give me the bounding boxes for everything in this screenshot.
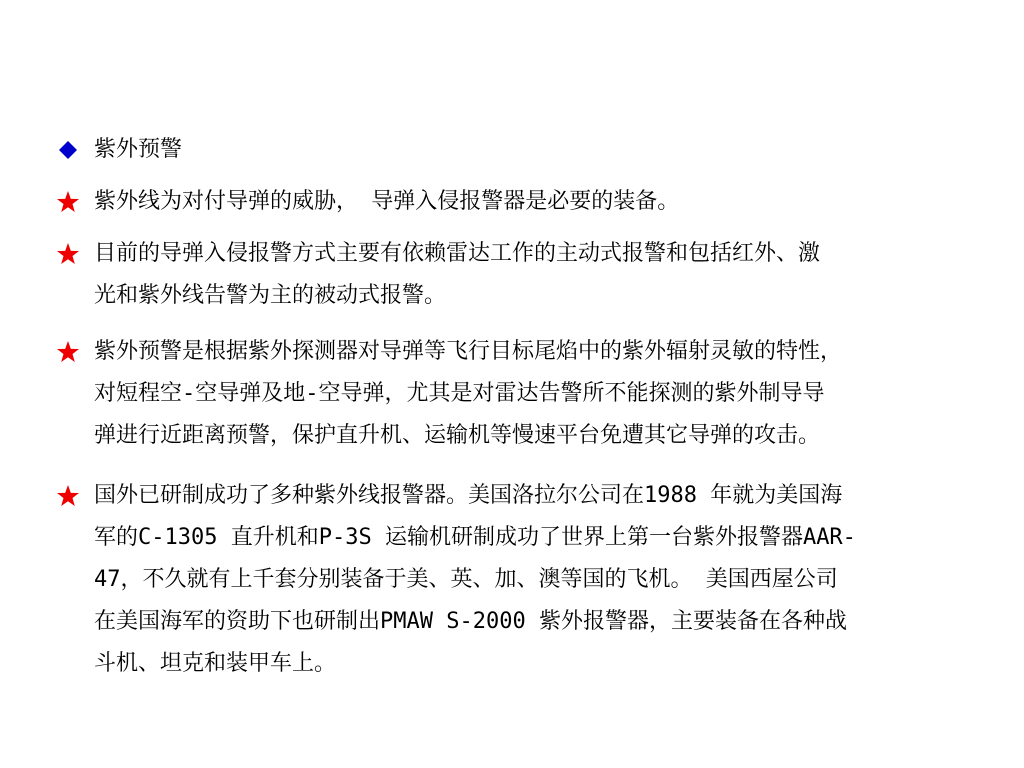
bullet-text <box>94 475 974 685</box>
bullet-item <box>54 475 974 685</box>
text-line: 光和紫外线告警为主的被动式报警。 <box>94 283 447 308</box>
text-line: 对短程空-空导弹及地-空导弹，尤其是对雷达告警所不能探测的紫外制导导 <box>94 381 825 406</box>
text-line: 目前的导弹入侵报警方式主要有依赖雷达工作的主动式报警和包括红外、激 <box>94 241 821 266</box>
text-line: 在美国海军的资助下也研制出PMAW S-2000 紫外报警器，主要装备在各种战 <box>94 609 847 634</box>
bullet-item <box>54 181 974 223</box>
text-line: 弹进行近距离预警，保护直升机、运输机等慢速平台免遭其它导弹的攻击。 <box>94 423 821 448</box>
bullet-text <box>94 331 974 457</box>
bullet-item-heading <box>54 129 974 171</box>
star-icon <box>54 331 82 373</box>
text-line: 紫外预警是根据紫外探测器对导弹等飞行目标尾焰中的紫外辐射灵敏的特性， <box>94 339 843 364</box>
bullet-text <box>94 233 974 317</box>
bullet-text <box>94 181 974 223</box>
star-icon <box>54 181 82 223</box>
bullet-item <box>54 233 974 317</box>
text-line: 斗机、坦克和装甲车上。 <box>94 651 337 676</box>
text-line: 国外已研制成功了多种紫外线报警器。美国洛拉尔公司在1988 年就为美国海 <box>94 483 843 508</box>
text-line: 紫外预警 <box>94 137 183 162</box>
bullet-text <box>94 129 974 171</box>
bullet-item <box>54 331 974 457</box>
star-icon <box>54 233 82 275</box>
text-line: 紫外线为对付导弹的威胁， 导弹入侵报警器是必要的装备。 <box>94 189 680 214</box>
text-line: 军的C-1305 直升机和P-3S 运输机研制成功了世界上第一台紫外报警器AAR- <box>94 525 856 550</box>
diamond-icon <box>54 129 82 171</box>
star-icon <box>54 475 82 517</box>
text-line: 47，不久就有上千套分别装备于美、英、加、澳等国的飞机。 美国西屋公司 <box>94 567 838 592</box>
